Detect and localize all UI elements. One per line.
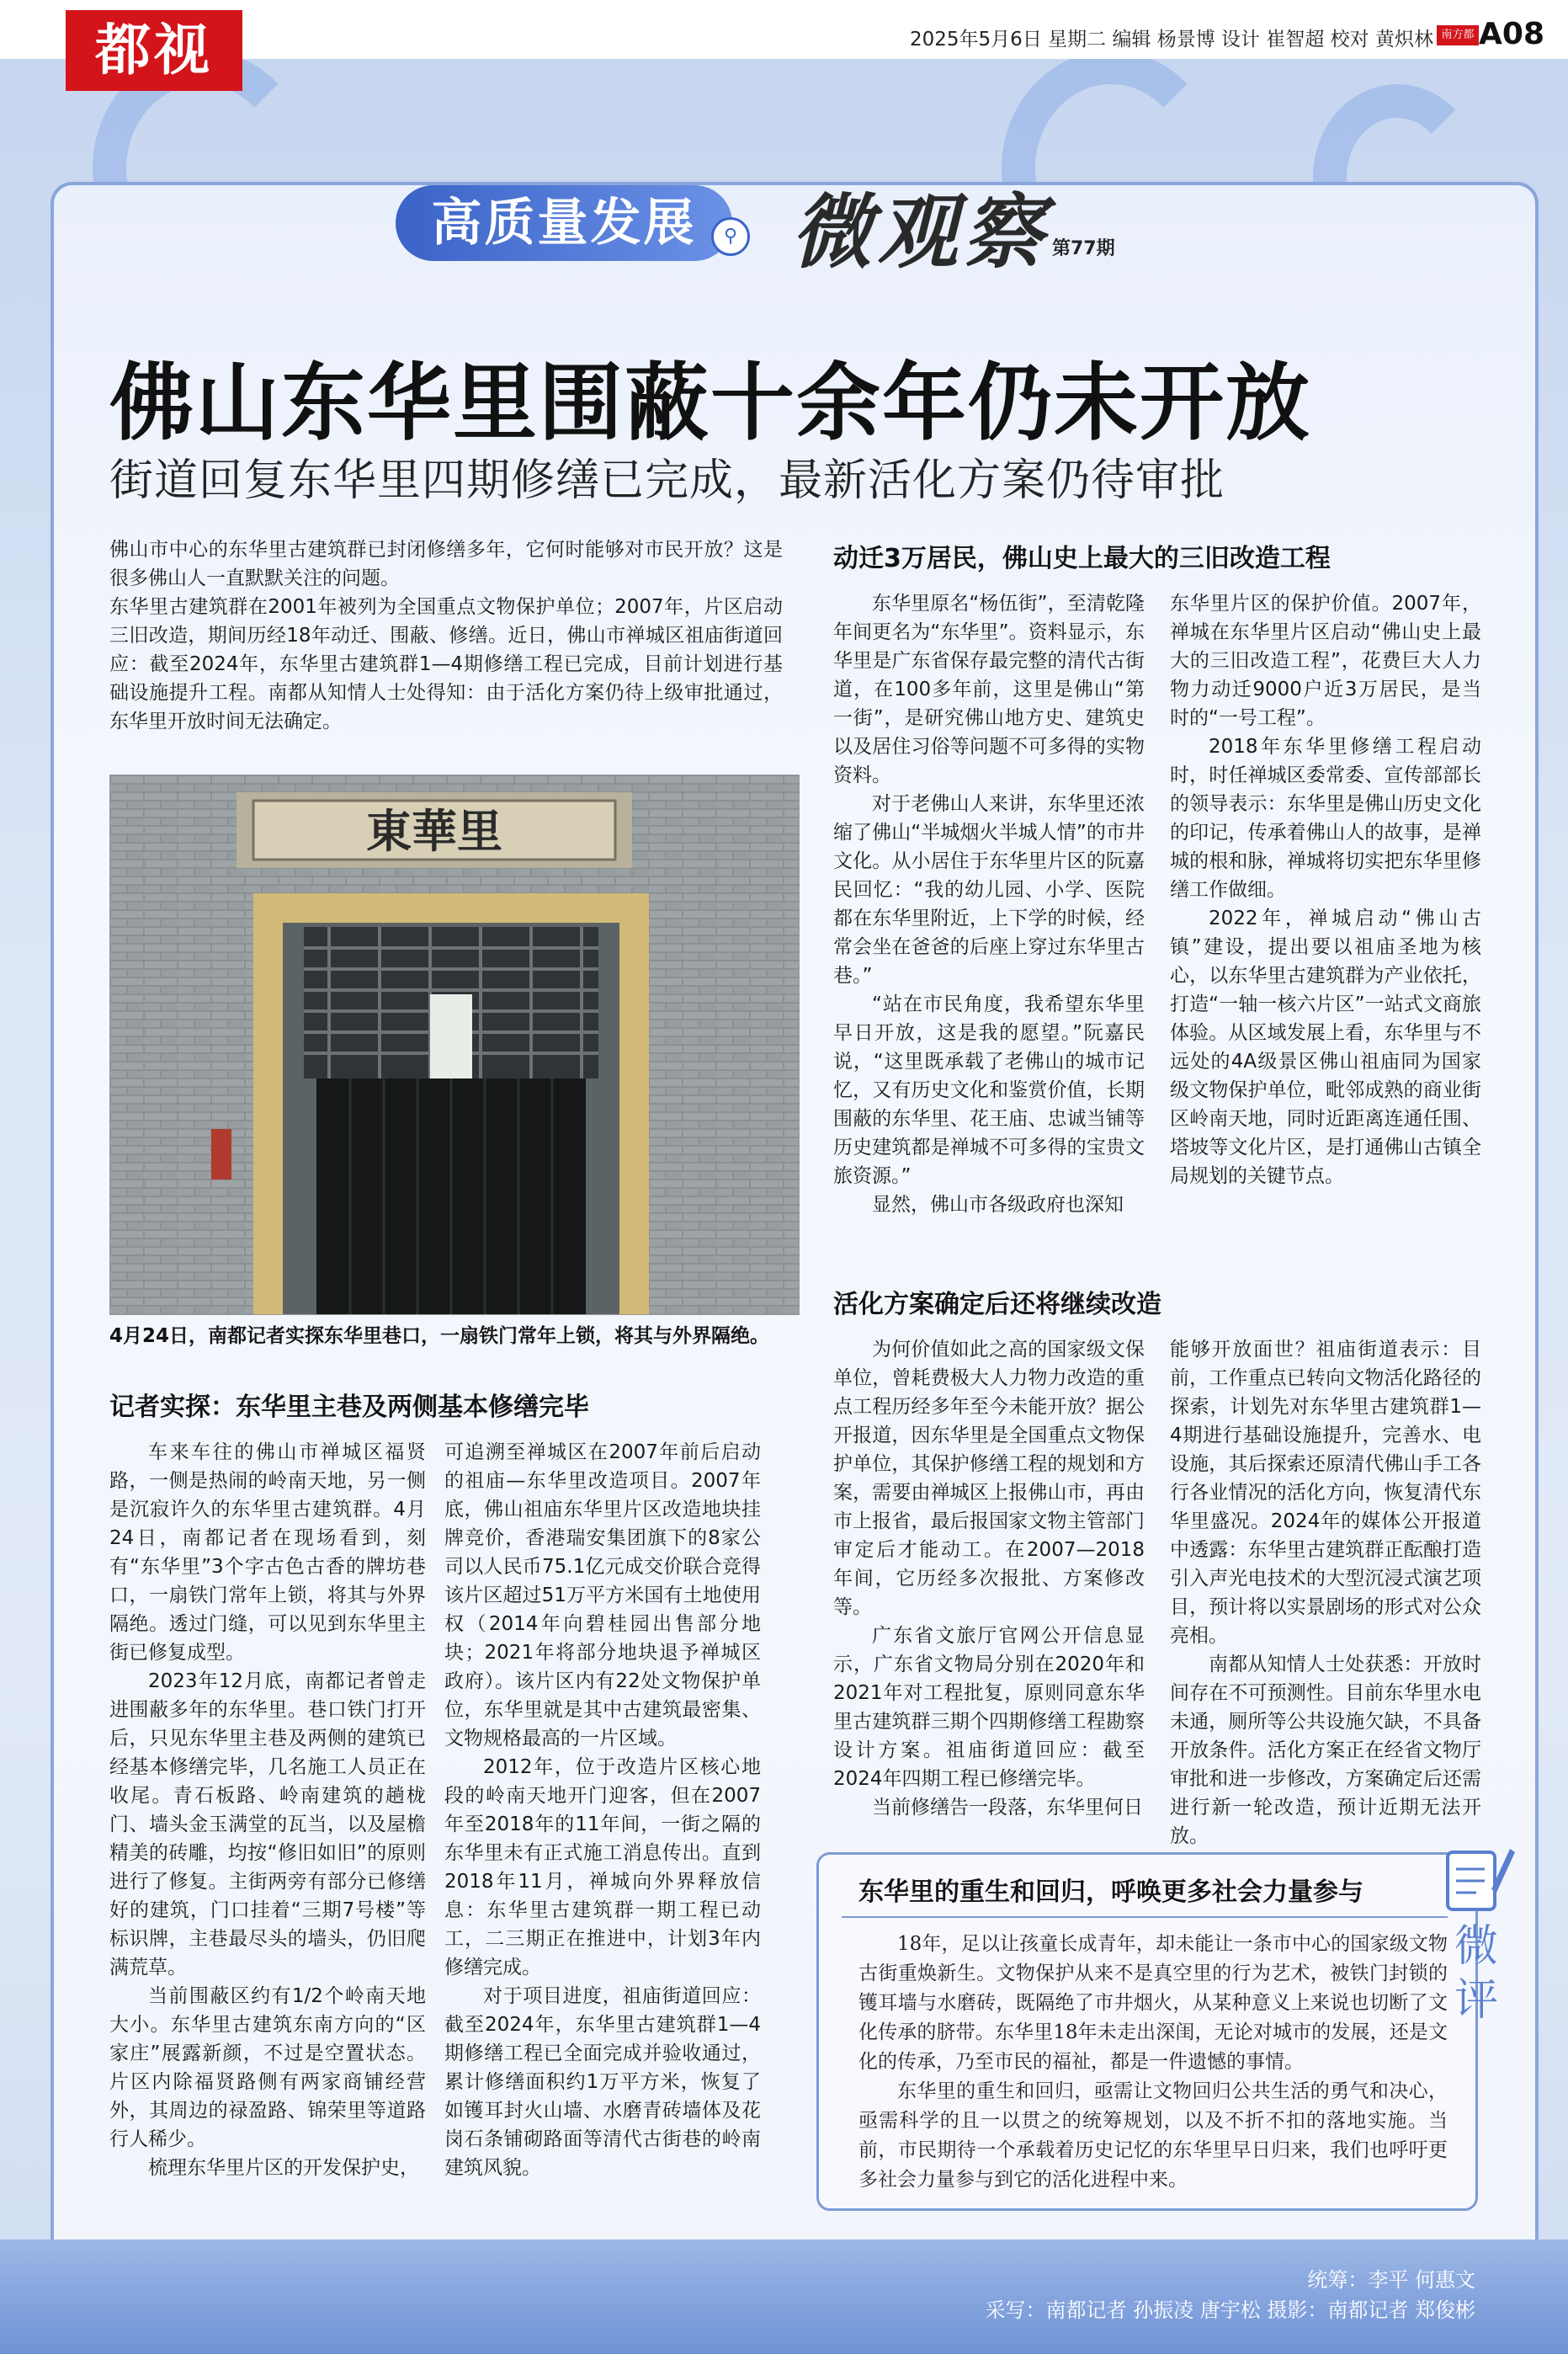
paragraph: 东华里原名“杨伍街”，至清乾隆年间更名为“东华里”。资料显示，东华里是广东省保存最完整的清代古街道，在100多年前，这里是佛山“第一街”，是研究佛山地方史、建筑史以及居住习俗等问题不可多得的实物资料。 — [833, 593, 1145, 786]
credit-line: 统筹：李平 何惠文 — [1307, 2268, 1475, 2292]
paper-logo: 南方都市报 — [1437, 25, 1479, 45]
alley-illustration — [110, 775, 799, 1314]
subheadline: 街道回复东华里四期修缮已完成，最新活化方案仍待审批 — [109, 455, 1225, 506]
credit-line: 采写：南都记者 孙振凌 唐宇松 摄影：南都记者 郑俊彬 — [985, 2298, 1475, 2322]
paragraph: 能够开放面世？祖庙街道表示：目前，工作重点已转向文物活化路径的探索，计划先对东华里古建筑群1—4期进行基础设施提升，完善水、电设施，其后探索还原清代佛山手工各行各业情况的活化方向，恢复清代东华里盛况。2024年的媒体公开报道中透露：东华里古建筑群正酝酿打造引入声光电技术的大型沉浸式演艺项目，预计将以实景剧场的形式对公众亮相。 — [1170, 1339, 1481, 1647]
paragraph: 对于老佛山人来讲，东华里还浓缩了佛山“半城烟火半城人情”的市井文化。从小居住于东华里片区的阮嘉民回忆：“我的幼儿园、小学、医院都在东华里附近，上下学的时候，经常会坐在爸爸的后座上穿过东华里古巷。” — [833, 793, 1145, 987]
section-tag: 都视 — [66, 10, 242, 91]
plaque-text: 東華里 — [366, 804, 502, 858]
issue-meta: 2025年5月6日 星期二 编辑 杨景博 设计 崔智超 校对 黄炽林 — [910, 29, 1433, 51]
paragraph: 广东省文旅厅官网公开信息显示，广东省文物局分别在2020年和2021年对工程批复，原则同意东华里古建筑群三期个四期修缮工程勘察设计方案。祖庙街道回应：截至2024年四期工程已修缮完毕。 — [833, 1625, 1145, 1790]
paragraph: 为何价值如此之高的国家级文保单位，曾耗费极大人力物力改造的重点工程历经多年至今未能开放？据公开报道，因东华里是全国重点文物保护单位，其保护修缮工程的规划和方案，需要由禅城区上报佛山市，再由市上报省，最后报国家文物主管部门审定后才能动工。在2007—2018年间，它历经多次报批、方案修改等。 — [833, 1339, 1145, 1618]
search-icon: ⚲ — [711, 217, 750, 256]
paragraph: 当前围蔽区约有1/2个岭南天地大小。东华里古建筑东南方向的“区家庄”展露新颜，不过是空置状态。片区内除福贤路侧有两家商铺经营外，其周边的禄盈路、锦荣里等道路行人稀少。 — [109, 1985, 426, 2150]
section-2-column-a — [833, 589, 1145, 1219]
commentary-side-label: 微评 — [1454, 1921, 1498, 2026]
paragraph: 2018年东华里修缮工程启动时，时任禅城区委常委、宣传部部长的领导表示：东华里是佛山历史文化的印记，传承着佛山人的故事，是禅城的根和脉，禅城将切实把东华里修缮工作做细。 — [1170, 736, 1481, 901]
paragraph: 对于项目进度，祖庙街道回应：截至2024年，东华里古建筑群1—4期修缮工程已全面完成并验收通过，累计修缮面积约1万平方米，恢复了如镬耳封火山墙、水磨青砖墙体及花岗石条铺砌路面等清代古街巷的岭南建筑风貌。 — [444, 1985, 761, 2179]
lead-paragraphs — [109, 535, 783, 736]
paragraph: 东华里片区的保护价值。2007年，禅城在东华里片区启动“佛山史上最大的三旧改造工程”，花费巨大人力物力动迁9000户近3万居民，是当时的“一号工程”。 — [1170, 593, 1481, 729]
paragraph: 当前修缮告一段落，东华里何日 — [872, 1797, 1143, 1819]
paragraph: 南都从知情人士处获悉：开放时间存在不可预测性。目前东华里水电未通，厕所等公共设施欠缺，不具备开放条件。活化方案正在经省文物厅审批和进一步修改，方案确定后还需进行新一轮改造，预计近期无法开放。 — [1170, 1654, 1481, 1847]
column-brand: 微观察 — [791, 184, 1049, 280]
credits — [985, 2265, 1475, 2325]
paragraph: 2023年12月底，南都记者曾走进围蔽多年的东华里。巷口铁门打开后，只见东华里主巷及两侧的建筑已经基本修缮完毕，几名施工人员正在收尾。青石板路、岭南建筑的趟栊门、墙头金玉满堂的瓦当，以及屋檐精美的砖雕，均按“修旧如旧”的原则进行了修复。主街两旁有部分已修缮好的建筑，门口挂着“三期7号楼”等标识牌，主巷最尽头的墙头，仍旧爬满荒草。 — [109, 1670, 426, 1979]
paragraph: 可追溯至禅城区在2007年前后启动的祖庙—东华里改造项目。2007年底，佛山祖庙东华里片区改造地块挂牌竞价，香港瑞安集团旗下的8家公司以人民币75.1亿元成交价联合竞得该片区超过51万平方米国有土地使用权（2014年向碧桂园出售部分地块；2021年将部分地块退予禅城区政府）。该片区内有22处文物保护单位，东华里就是其中古建筑最密集、文物规格最高的一片区域。 — [444, 1441, 761, 1750]
page-number: A08 — [1479, 17, 1544, 51]
photo-caption: 4月24日，南都记者实探东华里巷口，一扇铁门常年上锁，将其与外界隔绝。 — [109, 1325, 770, 1347]
paragraph: 显然，佛山市各级政府也深知 — [872, 1194, 1124, 1216]
commentary-text — [858, 1930, 1448, 2195]
headline: 佛山东华里围蔽十余年仍未开放 — [109, 354, 1311, 452]
paragraph: “站在市民角度，我希望东华里早日开放，这是我的愿望。”阮嘉民说，“这里既承载了老佛山的城市记忆，又有历史文化和鉴赏价值，长期围蔽的东华里、花王庙、忠诚当铺等历史建筑都是禅城不可多得的宝贵文旅资源。” — [833, 993, 1145, 1187]
lead-paragraph: 东华里古建筑群在2001年被列为全国重点文物保护单位；2007年，片区启动三旧改造，期间历经18年动迁、围蔽、修缮。近日，佛山市禅城区祖庙街道回应：截至2024年，东华里古建筑群1—4期修缮工程已完成，目前计划进行基础设施提升工程。南都从知情人士处得知：由于活化方案仍待上级审批通过，东华里开放时间无法确定。 — [109, 596, 783, 732]
commentary-divider — [842, 1916, 1448, 1918]
paragraph: 梳理东华里片区的开发保护史， — [148, 2157, 419, 2179]
lead-paragraph: 佛山市中心的东华里古建筑群已封闭修缮多年，它何时能够对市民开放？这是很多佛山人一直默默关注的问题。 — [109, 539, 783, 589]
section-2-title: 动迁3万居民，佛山史上最大的三旧改造工程 — [833, 544, 1331, 573]
commentary-paragraph: 18年，足以让孩童长成青年，却未能让一条市中心的国家级文物古街重焕新生。文物保护从来不是真空里的行为艺术，被铁门封锁的镬耳墙与水磨砖，既隔绝了市井烟火，从某种意义上来说也切断了文化传承的脐带。东华里18年未走出深闺，无论对城市的发展，还是文化的传承，乃至市民的福祉，都是一件遗憾的事情。 — [858, 1933, 1448, 2073]
section-1-column-b — [444, 1438, 761, 2182]
commentary-paragraph: 东华里的重生和回归，亟需让文物回归公共生活的勇气和决心，亟需科学的且一以贯之的统筹规划，以及不折不扣的落地实施。当前，市民期待一个承载着历史记忆的东华里早日归来，我们也呼吁更多社会力量参与到它的活化进程中来。 — [858, 2080, 1448, 2191]
section-3-column-a — [833, 1335, 1145, 1822]
paragraph: 车来车往的佛山市禅城区福贤路，一侧是热闹的岭南天地，另一侧是沉寂许久的东华里古建筑群。4月24日，南都记者在现场看到，刻有“东华里”3个字古色古香的牌坊巷口，一扇铁门常年上锁，将其与外界隔绝。透过门缝，可以见到东华里主街已修复成型。 — [109, 1441, 426, 1664]
issue-number: 第77期 — [1052, 238, 1115, 259]
pen-icon — [1439, 1840, 1515, 1916]
column-banner: 高质量发展 — [396, 185, 732, 261]
section-3-column-b — [1170, 1335, 1481, 1851]
section-1-title: 记者实探：东华里主巷及两侧基本修缮完毕 — [109, 1393, 589, 1422]
paragraph: 2022年，禅城启动“佛山古镇”建设，提出要以祖庙圣地为核心，以东华里古建筑群为产业依托，打造“一轴一核六片区”一站式文商旅体验。从区域发展上看，东华里与不远处的4A级景区佛山祖庙同为国家级文物保护单位，毗邻成熟的商业街区岭南天地，同时近距离连通任围、塔坡等文化片区，是打通佛山古镇全局规划的关键节点。 — [1170, 908, 1481, 1187]
section-3-title: 活化方案确定后还将继续改造 — [833, 1290, 1161, 1319]
paragraph: 2012年，位于改造片区核心地段的岭南天地开门迎客，但在2007年至2018年的11年间，一街之隔的东华里未有正式施工消息传出。直到2018年11月，禅城向外界释放信息：东华里古建筑群一期工程已动工，二三期正在推进中，计划3年内修缮完成。 — [444, 1756, 761, 1979]
commentary-title: 东华里的重生和回归，呼唤更多社会力量参与 — [858, 1877, 1363, 1907]
section-1-column-a — [109, 1438, 426, 2182]
section-2-column-b — [1170, 589, 1481, 1190]
alley-photo — [109, 775, 800, 1315]
